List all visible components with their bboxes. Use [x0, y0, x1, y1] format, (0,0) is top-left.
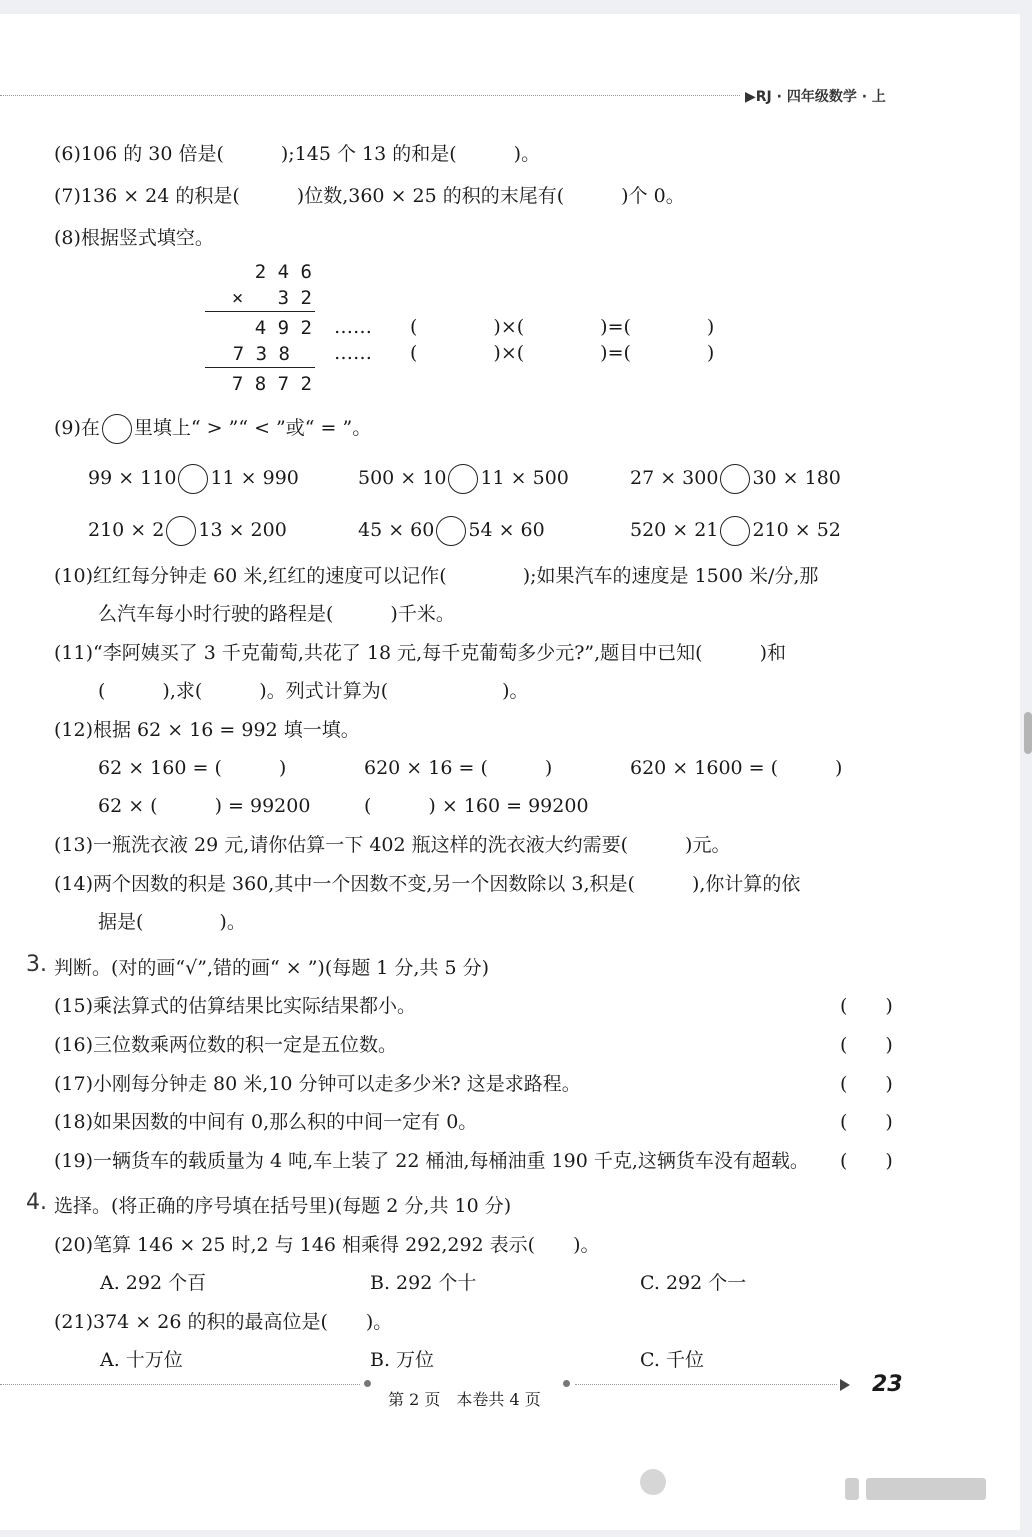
judge-item-19: (19)一辆货车的载质量为 4 吨,车上装了 22 桶油,每桶油重 190 千克,这辆货车没有超载。	[54, 1150, 809, 1172]
compare-right: 11 × 500	[480, 467, 569, 489]
question-20-option-b[interactable]: B. 292 个十	[370, 1272, 477, 1294]
vertical-partial-1: 4 9 2	[254, 317, 312, 339]
question-21-option-a[interactable]: A. 十万位	[100, 1349, 183, 1371]
vertical-fill-row-1: …… ( )×( )=( )	[334, 316, 715, 338]
compare-right: 13 × 200	[198, 519, 287, 541]
compare-left: 520 × 21	[630, 519, 719, 541]
judge-item-18: (18)如果因数的中间有 0,那么积的中间一定有 0。	[54, 1111, 478, 1133]
question-8-label: (8)根据竖式填空。	[54, 227, 214, 249]
compare-left: 210 × 2	[88, 519, 165, 541]
answer-paren[interactable]: ( )	[840, 1111, 893, 1133]
question-12-c: 620 × 1600 = ( )	[630, 757, 843, 779]
compare-item	[88, 516, 287, 546]
compare-circle-icon[interactable]	[436, 516, 466, 546]
question-12-b: 620 × 16 = ( )	[364, 757, 553, 779]
question-10-line-2: 么汽车每小时行驶的路程是( )千米。	[98, 603, 455, 625]
question-9-post: 里填上“ > ”“ < ”或“ = ”。	[133, 417, 372, 439]
question-10-line-1: (10)红红每分钟走 60 米,红红的速度可以记作( );如果汽车的速度是 1500 米/分,那	[54, 565, 819, 587]
header-label: ▶RJ · 四年级数学 · 上	[745, 89, 886, 105]
compare-right: 54 × 60	[468, 519, 545, 541]
question-12-a: 62 × 160 = ( )	[98, 757, 287, 779]
question-21-option-c[interactable]: C. 千位	[640, 1349, 704, 1371]
question-20-option-a[interactable]: A. 292 个百	[100, 1272, 207, 1294]
vertical-multiplier: × 3 2	[231, 287, 312, 309]
answer-paren[interactable]: ( )	[840, 1150, 893, 1172]
question-20-option-c[interactable]: C. 292 个一	[640, 1272, 747, 1294]
section-4-title: 选择。(将正确的序号填在括号里)(每题 2 分,共 10 分)	[54, 1195, 512, 1217]
question-6: (6)106 的 30 倍是( );145 个 13 的和是( )。	[54, 143, 541, 165]
judge-item-15: (15)乘法算式的估算结果比实际结果都小。	[54, 995, 417, 1017]
compare-item	[88, 464, 299, 494]
footer-dot-right	[563, 1380, 570, 1387]
compare-left: 99 × 110	[88, 467, 177, 489]
section-3-title: 判断。(对的画“√”,错的画“ × ”)(每题 1 分,共 5 分)	[54, 957, 490, 979]
question-14-line-1: (14)两个因数的积是 360,其中一个因数不变,另一个因数除以 3,积是( ),你计算的依	[54, 873, 801, 895]
compare-item	[358, 516, 545, 546]
compare-circle-icon[interactable]	[166, 516, 196, 546]
question-12-e: ( ) × 160 = 99200	[364, 795, 589, 817]
footer-page-info: 第 2 页 本卷共 4 页	[388, 1390, 541, 1409]
question-11-line-2: ( ),求( )。列式计算为( )。	[98, 680, 529, 702]
compare-circle-icon[interactable]	[448, 464, 478, 494]
answer-paren[interactable]: ( )	[840, 995, 893, 1017]
header-divider	[0, 95, 740, 96]
watermark-chat-icon	[640, 1469, 666, 1495]
vertical-rule	[205, 311, 315, 312]
judge-item-16: (16)三位数乘两位数的积一定是五位数。	[54, 1034, 398, 1056]
watermark-bar	[866, 1478, 986, 1500]
judge-item-17: (17)小刚每分钟走 80 米,10 分钟可以走多少米? 这是求路程。	[54, 1073, 581, 1095]
vertical-partial-2: 7 3 8	[232, 343, 290, 365]
footer-divider-left	[0, 1384, 360, 1385]
vertical-fill-row-2: …… ( )×( )=( )	[334, 342, 715, 364]
section-3-number: 3.	[26, 952, 47, 977]
question-12-d: 62 × ( ) = 99200	[98, 795, 311, 817]
compare-circle-icon[interactable]	[720, 464, 750, 494]
question-12-label: (12)根据 62 × 16 = 992 填一填。	[54, 719, 360, 741]
scrollbar-thumb[interactable]	[1024, 712, 1032, 754]
question-21-option-b[interactable]: B. 万位	[370, 1349, 435, 1371]
footer-arrow-icon	[840, 1379, 850, 1391]
vertical-result: 7 8 7 2	[231, 373, 312, 395]
footer-dot-left	[364, 1380, 371, 1387]
question-21-stem: (21)374 × 26 的积的最高位是( )。	[54, 1311, 393, 1333]
compare-right: 30 × 180	[752, 467, 841, 489]
compare-left: 500 × 10	[358, 467, 447, 489]
compare-left: 45 × 60	[358, 519, 435, 541]
footer-divider-right	[575, 1384, 837, 1385]
section-4-number: 4.	[26, 1190, 47, 1215]
compare-circle-icon[interactable]	[178, 464, 208, 494]
vertical-rule	[205, 367, 315, 368]
compare-circle-icon	[102, 414, 132, 444]
compare-circle-icon[interactable]	[720, 516, 750, 546]
question-7: (7)136 × 24 的积是( )位数,360 × 25 的积的末尾有( )个 0。	[54, 185, 685, 207]
question-20-stem: (20)笔算 146 × 25 时,2 与 146 相乘得 292,292 表示( )。	[54, 1234, 600, 1256]
page-number: 23	[872, 1372, 903, 1397]
question-9-pre: (9)在	[54, 417, 100, 439]
vertical-top: 2 4 6	[254, 261, 312, 283]
compare-right: 210 × 52	[752, 519, 841, 541]
compare-right: 11 × 990	[210, 467, 299, 489]
compare-item	[630, 516, 841, 546]
answer-paren[interactable]: ( )	[840, 1073, 893, 1095]
watermark-bar	[845, 1478, 859, 1500]
question-11-line-1: (11)“李阿姨买了 3 千克葡萄,共花了 18 元,每千克葡萄多少元?”,题目中已知( )和	[54, 642, 786, 664]
question-13: (13)一瓶洗衣液 29 元,请你估算一下 402 瓶这样的洗衣液大约需要( )元。	[54, 834, 731, 856]
question-9-label	[54, 414, 371, 444]
answer-paren[interactable]: ( )	[840, 1034, 893, 1056]
question-14-line-2: 据是( )。	[98, 911, 246, 933]
compare-left: 27 × 300	[630, 467, 719, 489]
compare-item	[630, 464, 841, 494]
compare-item	[358, 464, 569, 494]
